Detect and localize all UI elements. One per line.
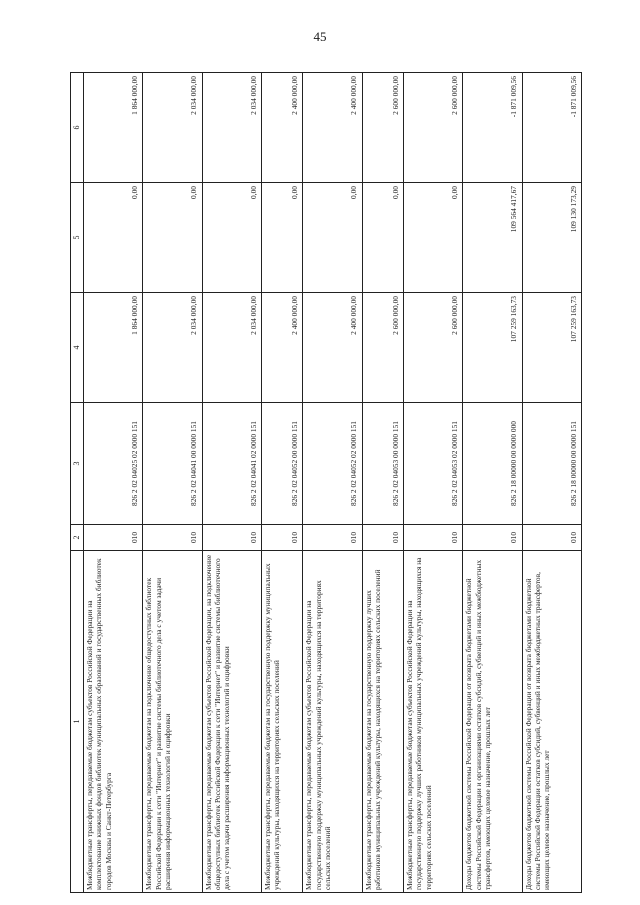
- row-col5: 109 564 417,67: [463, 183, 522, 293]
- header-col-4: 4: [71, 293, 84, 403]
- row-name: Межбюджетные трансферты, передаваемые бюджетам субъектов Российской Федерации на комплектование книжных фондов библиотек муниципальных образований и государственных библиотек городов Москвы и Санкт-Петербурга: [84, 551, 143, 893]
- row-col4: 2 600 000,00: [362, 293, 403, 403]
- row-code: 010: [202, 525, 261, 551]
- table-header-row: [71, 73, 84, 893]
- table-row: [202, 73, 261, 893]
- row-col6: -1 871 009,56: [463, 73, 522, 183]
- row-kbk: 826 2 02 04041 00 0000 151: [143, 403, 202, 525]
- row-col6: 2 034 000,00: [202, 73, 261, 183]
- row-col5: 0,00: [362, 183, 403, 293]
- row-col5: 0,00: [143, 183, 202, 293]
- row-col4: 107 259 163,73: [463, 293, 522, 403]
- row-name: Доходы бюджетов бюджетной системы Российской Федерации от возврата бюджетами бюджетной системы Российской Федерации остатков субсидий, субвенций и иных межбюджетных трансфертов, имеющих целевое назначение, прошлых лет: [522, 551, 581, 893]
- header-col-6: 6: [71, 73, 84, 183]
- row-col5: 0,00: [261, 183, 302, 293]
- row-col4: 2 400 000,00: [261, 293, 302, 403]
- row-col6: -1 871 009,56: [522, 73, 581, 183]
- row-col6: 2 034 000,00: [143, 73, 202, 183]
- row-kbk: 826 2 18 00000 00 0000 000: [463, 403, 522, 525]
- row-col6: 2 400 000,00: [261, 73, 302, 183]
- table-row: [522, 73, 581, 893]
- row-kbk: 826 2 02 04052 02 0000 151: [303, 403, 362, 525]
- row-kbk: 826 2 18 00000 00 0000 151: [522, 403, 581, 525]
- header-col-3: 3: [71, 403, 84, 525]
- row-col4: 107 259 163,73: [522, 293, 581, 403]
- row-kbk: 826 2 02 04041 02 0000 151: [202, 403, 261, 525]
- row-name: Межбюджетные трансферты, передаваемые бюджетам на подключение общедоступных библиотек Российской Федерации к сети "Интернет" и развитие системы библиотечного дела с учетом задачи расширения информационных технологий и оцифровки: [143, 551, 202, 893]
- row-kbk: 826 2 02 04025 02 0000 151: [84, 403, 143, 525]
- row-code: 010: [522, 525, 581, 551]
- row-col4: 2 600 000,00: [404, 293, 463, 403]
- row-kbk: 826 2 02 04053 00 0000 151: [362, 403, 403, 525]
- row-code: 010: [261, 525, 302, 551]
- row-name: Межбюджетные трансферты, передаваемые бюджетам на государственную поддержку муниципальных учреждений культуры, находящихся на территориях сельских поселений: [261, 551, 302, 893]
- row-col4: 2 034 000,00: [202, 293, 261, 403]
- row-col5: 0,00: [404, 183, 463, 293]
- row-col5: 0,00: [303, 183, 362, 293]
- row-code: 010: [362, 525, 403, 551]
- rotated-table-wrapper: [70, 73, 582, 893]
- row-col6: 1 864 000,00: [84, 73, 143, 183]
- row-col6: 2 400 000,00: [303, 73, 362, 183]
- header-col-2: 2: [71, 525, 84, 551]
- row-name: Межбюджетные трансферты, передаваемые бюджетам субъектов Российской Федерации, на подключение общедоступных библиотек Российской Федерации к сети "Интернет" и развитие системы библиотечного дела с учетом задачи расширения информационных технологий и оцифровки: [202, 551, 261, 893]
- row-col4: 2 400 000,00: [303, 293, 362, 403]
- row-code: 010: [84, 525, 143, 551]
- row-code: 010: [303, 525, 362, 551]
- row-col4: 1 864 000,00: [84, 293, 143, 403]
- row-col6: 2 600 000,00: [362, 73, 403, 183]
- table-row: [143, 73, 202, 893]
- row-col5: 109 130 173,29: [522, 183, 581, 293]
- table-row: [84, 73, 143, 893]
- row-code: 010: [463, 525, 522, 551]
- page-number: 45: [313, 29, 327, 44]
- row-name: Межбюджетные трансферты, передаваемые бюджетам субъектов Российской Федерации на государственную поддержку лучших работников муниципальных учреждений культуры, находящихся на территориях сельских поселений: [404, 551, 463, 893]
- row-col5: 0,00: [202, 183, 261, 293]
- row-kbk: 826 2 02 04053 02 0000 151: [404, 403, 463, 525]
- table-row: [303, 73, 362, 893]
- row-col4: 2 034 000,00: [143, 293, 202, 403]
- header-col-5: 5: [71, 183, 84, 293]
- row-name: Доходы бюджетов бюджетной системы Российской Федерации от возврата бюджетами бюджетной системы Российской Федерации и организациями остатков субсидий, субвенций и иных межбюджетных трансфертов, имеющих целевое назначение, прошлых лет: [463, 551, 522, 893]
- row-kbk: 826 2 02 04052 00 0000 151: [261, 403, 302, 525]
- table-row: [362, 73, 403, 893]
- table-row: [261, 73, 302, 893]
- row-name: Межбюджетные трансферты, передаваемые бюджетам на государственную поддержку лучших работников муниципальных учреждений культуры, находящихся на территориях сельских поселений: [362, 551, 403, 893]
- row-name: Межбюджетные трансферты, передаваемые бюджетам субъектов Российской Федерации на государственную поддержку муниципальных учреждений культуры, находящихся на территориях сельских поселений: [303, 551, 362, 893]
- table-row: [404, 73, 463, 893]
- row-code: 010: [404, 525, 463, 551]
- header-col-1: 1: [71, 551, 84, 893]
- row-code: 010: [143, 525, 202, 551]
- row-col5: 0,00: [84, 183, 143, 293]
- table-row: [463, 73, 522, 893]
- row-col6: 2 600 000,00: [404, 73, 463, 183]
- budget-table: [70, 72, 582, 893]
